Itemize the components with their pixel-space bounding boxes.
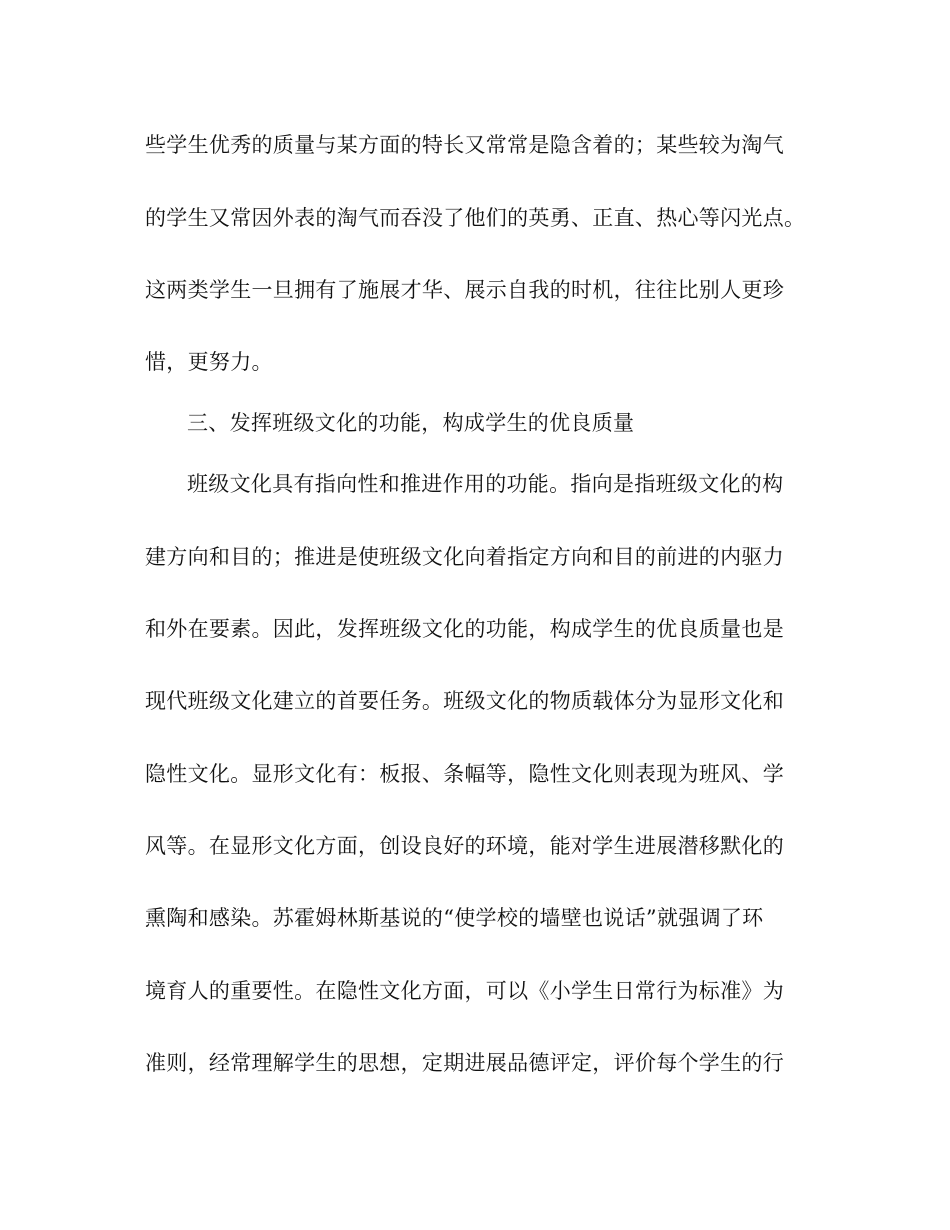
paragraph-line: 风等。在显形文化方面，创设良好的环境，能对学生进展潜移默化的 (145, 834, 784, 858)
paragraph-line: 和外在要素。因此，发挥班级文化的功能，构成学生的优良质量也是 (145, 617, 784, 641)
paragraph-line: 熏陶和感染。苏霍姆林斯基说的“使学校的墙壁也说话”就强调了环 (145, 906, 764, 930)
section-heading: 三、发挥班级文化的功能，构成学生的优良质量 (187, 411, 635, 435)
paragraph-line: 的学生又常因外表的淘气而吞没了他们的英勇、正直、热心等闪光点。 (145, 206, 806, 230)
paragraph-line: 现代班级文化建立的首要任务。班级文化的物质载体分为显形文化和 (145, 689, 784, 713)
paragraph-line: 准则，经常理解学生的思想，定期进展品德评定，评价每个学生的行 (145, 1051, 784, 1075)
paragraph-line: 这两类学生一旦拥有了施展才华、展示自我的时机，往往比别人更珍 (145, 278, 784, 302)
paragraph-line: 惜，更努力。 (145, 350, 273, 374)
paragraph-line: 隐性文化。显形文化有：板报、条幅等，隐性文化则表现为班风、学 (145, 762, 784, 786)
paragraph-line: 建方向和目的；推进是使班级文化向着指定方向和目的前进的内驱力 (145, 545, 784, 569)
paragraph-line: 些学生优秀的质量与某方面的特长又常常是隐含着的；某些较为淘气 (145, 133, 784, 157)
paragraph-line-first: 班级文化具有指向性和推进作用的功能。指向是指班级文化的构 (187, 472, 784, 496)
paragraph-line: 境育人的重要性。在隐性文化方面，可以《小学生日常行为标准》为 (145, 979, 784, 1003)
